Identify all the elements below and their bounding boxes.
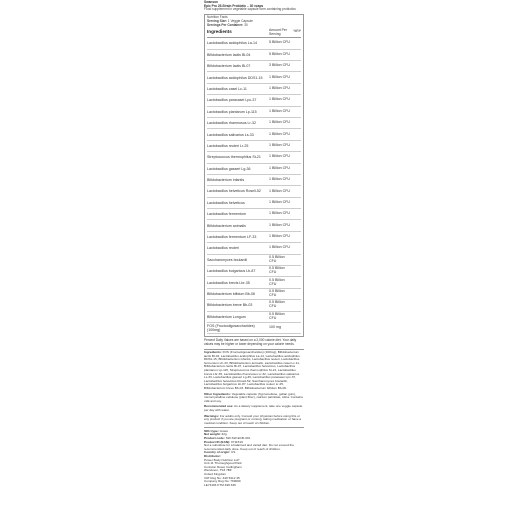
ingredient-amount: 0.5 Billion CFU (269, 289, 285, 297)
ingredient-amount: 5 Billion CFU (269, 40, 290, 45)
ingredient-amount: 0.5 Billion CFU (269, 311, 285, 320)
facts-table-row (207, 95, 301, 106)
address-line: United Kingdom (204, 471, 227, 476)
ingredient-name: Lactobacillus fermentum LF-33 (207, 235, 257, 240)
weight-label: Net weight: (204, 432, 221, 437)
ingredient-amount: 1 Billion CFU (269, 222, 290, 227)
ingredient-name: Streptococcus thermophilus St-21 (207, 155, 261, 160)
code-value: SW-SW-ECB-301 (225, 436, 251, 441)
address-line: LEI 5493 KTM 498 336 (204, 482, 236, 487)
ingredient-amount: 1 Billion CFU (269, 108, 290, 113)
daily-value-footnote: Percent Daily Values are based on a 2,000 calorie diet. Your daily values may be higher or lower depending on your calorie needs. (204, 338, 297, 346)
address-line: Company Reg No: 769060 (204, 479, 241, 484)
ingredient-amount: 100 mg (269, 325, 281, 330)
facts-table-row (207, 312, 301, 323)
facts-table-row (207, 118, 301, 129)
ingredient-name: Lactobacillus acidophilus DDS1-15 (207, 75, 263, 80)
facts-table-row (207, 232, 301, 243)
ingredients-text: FOS (Fructooligosaccharides) (100mg), Bifidobacterium lactis Bl-04, Lactobacillus acidophilus La-14, Lactobacillus acidophilus DDS1-15, Bifidobacterium infantis, Lactobacillus reuteri, Lactobacillus fermentum LF-33, Bifidobacterium animalis, Lactobacillus casei Lc-11, Bifidobacterium lactis Bi-07, Lactobacillus helveticus, Lactobacillus plantarum Lp-115, Streptococcus thermophilus St-21, Lactobacillus brevis Lbr-35, Lactobacillus rhamnosus Lr-32, Lactobacillus salivarius Ls-33, Lactobacillus gasseri Lg-36, Lactobacillus paracasei Lpc-37, Lactobacillus helveticus Rosell-52, Saccharomyces boulardii, Lactobacillus bulgaricus Lb-87, Lactobacillus reuteri Lr-25, Bifidobacterium breve Bb-03, Bifidobacterium bifidum Bb-06. (204, 350, 300, 390)
distributor-label: Distributor: (204, 454, 221, 458)
warnings-label: Warnings: (204, 413, 220, 418)
ingredient-name: Bifidobacterium Longum (207, 314, 246, 319)
address-line: Wendover, TS3 7BF (204, 468, 232, 473)
ingredient-name: Lactobacillus reuteri Lr-25 (207, 143, 249, 148)
ingredient-name: Lactobacillus reuteri (207, 246, 239, 251)
ingredient-amount: 0.5 Billion CFU (269, 254, 285, 263)
warnings-text: For adults only. Consult your physician before using this or any product if you are pregnant or nursing, taking medication or have a medical condition. Keep out of reach of children. (204, 413, 301, 425)
origin-value: US (231, 450, 236, 455)
disclaimer-text: Not a substitute for a balanced and varied diet. Do not exceed the recommended daily dose. Keep out of reach of children. (204, 443, 294, 451)
ingredient-name: Lactobacillus helveticus (207, 200, 245, 205)
address-line: Power Body Nutrition LLP (204, 457, 240, 462)
brand-name: Swanson (204, 0, 218, 4)
ingredient-name: Lactobacillus bulgaricus Lb-87 (207, 269, 256, 274)
ingredients-paragraph (204, 351, 304, 391)
ingredient-name: Lactobacillus helveticus Rosell-52 (207, 189, 261, 194)
facts-title: Nutrition Facts (207, 15, 228, 20)
facts-table-row (207, 255, 301, 266)
distributor-address (204, 459, 304, 488)
serving-size-label: Serving Size: (207, 18, 228, 23)
ingredient-name: Lactobacillus salivarius Ls-33 (207, 132, 254, 137)
facts-table-row (207, 129, 301, 140)
facts-table-row (207, 107, 301, 118)
ingredient-name: Lactobacillus casei Lc-11 (207, 86, 247, 91)
ingredient-amount: 1 Billion CFU (269, 188, 290, 193)
origin-label: Country of origin: (204, 450, 231, 455)
serving-size-value: 1 Veggie Capsule (227, 18, 253, 23)
facts-table-row (207, 209, 301, 220)
ingredient-amount: 1 Billion CFU (269, 245, 290, 250)
ingredient-name: Lactobacillus plantarum Lp-115 (207, 109, 257, 114)
ingredient-name: Bifidobacterium animalis (207, 223, 246, 228)
ingredient-amount: 5 Billion CFU (269, 51, 290, 56)
ingredient-name: Lactobacillus brevis Lbr-35 (207, 280, 250, 285)
other-ingredients-paragraph (204, 393, 304, 404)
amount-column-header: Amount Per Serving (269, 28, 287, 37)
servings-value: 30 (244, 22, 248, 27)
facts-table-row (207, 243, 301, 254)
ingredient-amount: 1 Billion CFU (269, 154, 290, 159)
ingredient-name: Bifidobacterium lactis Bi-07 (207, 64, 251, 69)
address-line: Unit 11 Thoroughgood Park (204, 461, 242, 466)
ingredient-amount: 1 Billion CFU (269, 97, 290, 102)
sku-label: SKU type: (204, 428, 219, 433)
ingredient-amount: 1 Billion CFU (269, 199, 290, 204)
facts-table-row (207, 266, 301, 277)
ingredient-amount: 1 Billion CFU (269, 131, 290, 136)
ingredient-amount: 3 Billion CFU (269, 63, 290, 68)
facts-table-header (207, 27, 301, 38)
product-info-section (204, 427, 304, 487)
product-description: Food supplement in vegetable capsule form containing probiotics (204, 7, 296, 12)
other-ingredients-text: Vegetable capsule (hypromellose, gellan gum), microcrystalline cellulose (plant fiber), calcium palmitate, silica. Contains milk and soy. (204, 391, 303, 403)
ingredient-amount: 1 Billion CFU (269, 177, 290, 182)
ingredient-name: Lactobacillus rhamnosus Lr-32 (207, 121, 256, 126)
ingredient-name: Saccharomyces boulardii (207, 257, 248, 262)
ingredient-amount: 0.5 Billion CFU (269, 300, 285, 309)
ingredient-amount: 1 Billion CFU (269, 165, 290, 170)
ri-column-header: %RI* (293, 29, 301, 34)
product-title: Epic Pro 25-Strain Probiotic – 30 vcaps (204, 3, 264, 8)
ingredient-amount: 1 Billion CFU (269, 234, 290, 239)
facts-table-row (207, 277, 301, 288)
facts-table-row (207, 175, 301, 186)
facts-table-row (207, 164, 301, 175)
ingredient-name: Lactobacillus gasseri Lg-36 (207, 166, 251, 171)
ingredient-name: Lactobacillus fermentum (207, 212, 246, 217)
facts-table-row (207, 186, 301, 197)
address-line: Coniston Road, Cullingham (204, 464, 242, 469)
address-line: VAT Reg No: 449 5412 45 (204, 475, 240, 480)
ean-label: Product ID (EAN): (204, 439, 231, 444)
ingredient-amount: 1 Billion CFU (269, 211, 290, 216)
ingredients-section (204, 349, 304, 426)
ean-value: 0711519 (231, 439, 243, 444)
recommended-use-label: Recommended use: (204, 404, 234, 409)
ingredient-name: Lactobacillus acidophilus La-14 (207, 41, 257, 46)
facts-table-row (207, 61, 301, 72)
facts-table-row (207, 323, 301, 334)
ingredient-name: Lactobacillus paracasei Lpc-37 (207, 98, 257, 103)
ingredients-label: Ingredients: (204, 350, 222, 355)
servings-label: Servings Per Container: (207, 22, 244, 27)
ingredient-amount: 1 Billion CFU (269, 120, 290, 125)
facts-table-row (207, 220, 301, 231)
facts-table-row (207, 289, 301, 300)
recommended-use-paragraph (204, 405, 304, 412)
facts-table-row (207, 152, 301, 163)
product-document (204, 1, 304, 487)
facts-table-row (207, 38, 301, 49)
ingredient-name: Bifidobacterium bifidum Bb-06 (207, 292, 255, 296)
ingredient-amount: 0.5 Billion CFU (269, 277, 285, 286)
nutrition-facts-panel (204, 14, 304, 337)
ingredient-name: Bifidobacterium breve Bb-03 (207, 303, 253, 308)
ingredient-name: FOS (Fructooligosaccharides) (100mg) (207, 324, 255, 333)
ingredient-name: Bifidobacterium lactis Bl-04 (207, 52, 251, 57)
ingredient-amount: 1 Billion CFU (269, 74, 290, 79)
facts-table-row (207, 198, 301, 209)
ingredients-column-header: Ingredients (207, 29, 232, 35)
facts-table-row (207, 300, 301, 311)
facts-table-body (207, 38, 301, 334)
facts-table-row (207, 84, 301, 95)
facts-table-row (207, 141, 301, 152)
ingredient-amount: 0.5 Billion CFU (269, 266, 285, 275)
ingredient-amount: 1 Billion CFU (269, 86, 290, 91)
facts-table-row (207, 72, 301, 83)
warnings-paragraph (204, 415, 304, 426)
weight-value: 32g (221, 432, 227, 437)
code-label: Product code: (204, 436, 225, 441)
ingredient-amount: 1 Billion CFU (269, 142, 290, 147)
ingredient-name: Bifidobacterium infantis (207, 178, 245, 183)
facts-table-row (207, 50, 301, 61)
other-ingredients-label: Other Ingredients: (204, 391, 231, 396)
recommended-use-text: As a dietary supplement, take one veggie capsule per day with water. (204, 404, 303, 412)
sku-value: Grass (219, 428, 228, 433)
